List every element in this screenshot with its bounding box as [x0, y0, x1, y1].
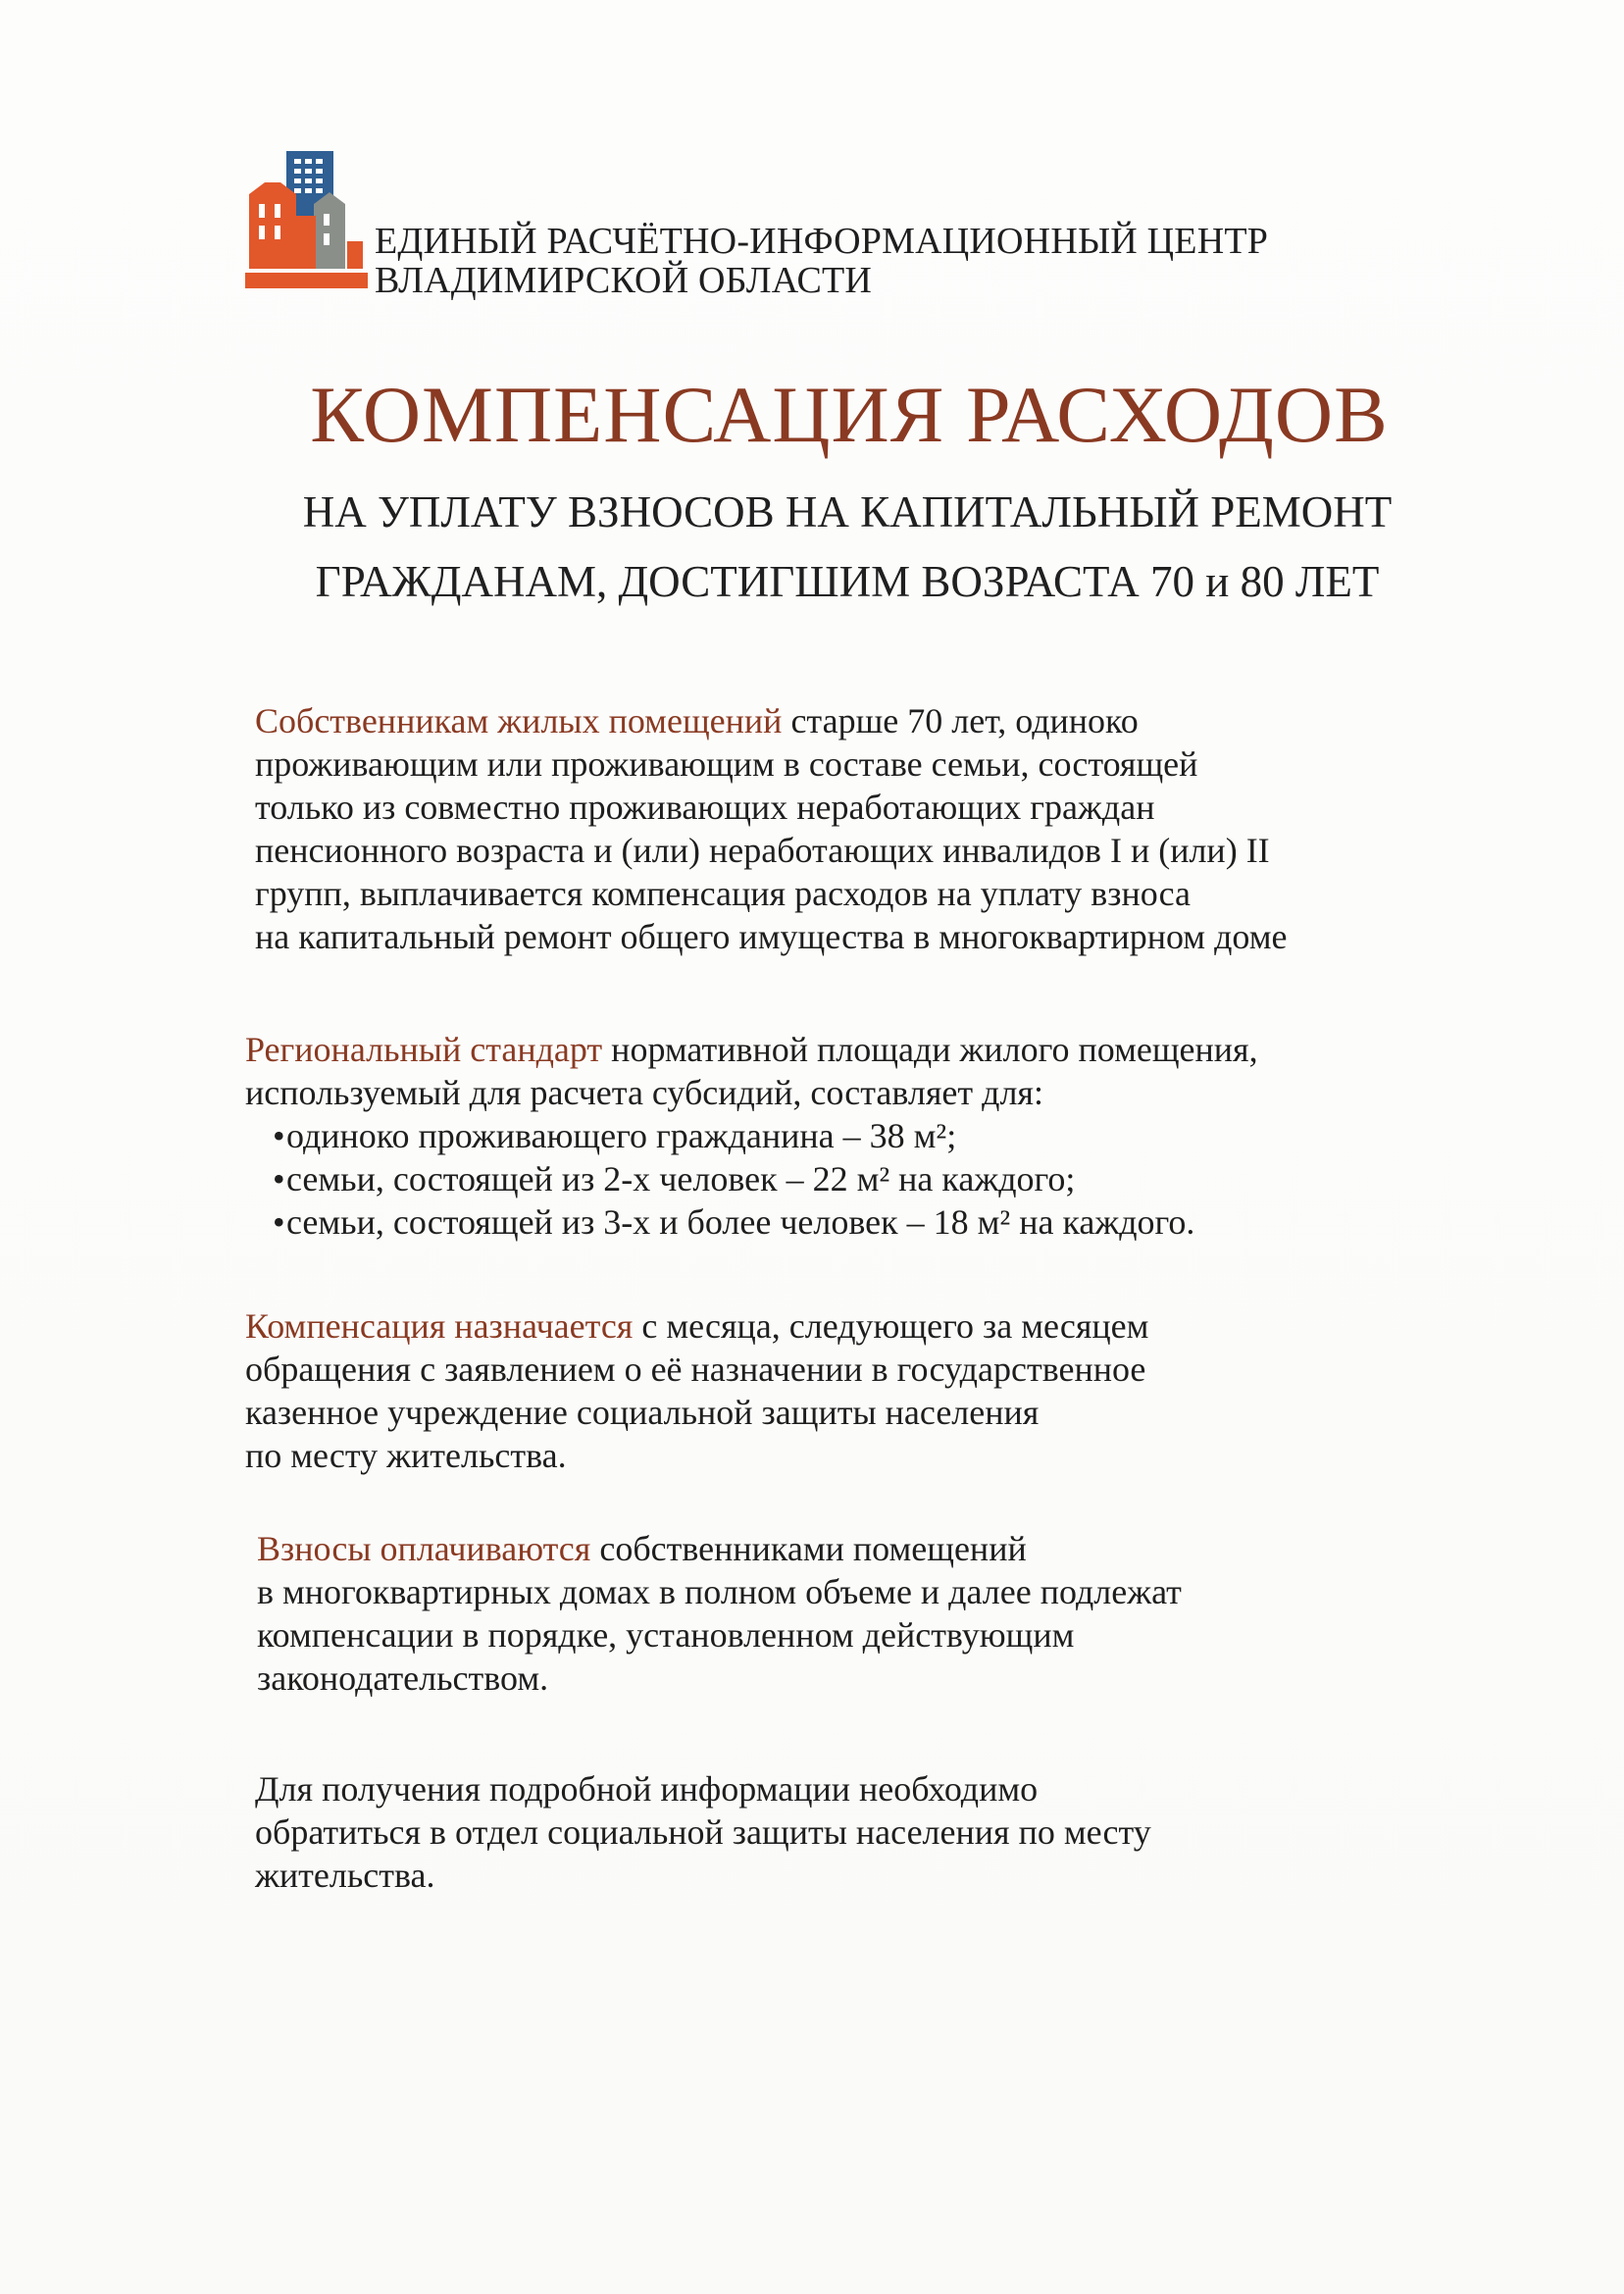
bullet-icon: • [273, 1202, 285, 1242]
line-text: старше 70 лет, одиноко [782, 701, 1139, 740]
line-text: собственниками помещений [590, 1529, 1027, 1568]
paragraph-contact-info [255, 1767, 1151, 1897]
paragraph-line: обратиться в отдел социальной защиты населения по месту [255, 1812, 1151, 1852]
bullet-icon: • [273, 1159, 285, 1198]
paragraph-line [257, 1527, 1182, 1570]
org-name-line1: ЕДИНЫЙ РАСЧЁТНО-ИНФОРМАЦИОННЫЙ ЦЕНТР [375, 221, 1269, 262]
line-text: с месяца, следующего за месяцем [633, 1306, 1149, 1346]
page-title: КОМПЕНСАЦИЯ РАСХОДОВ [310, 370, 1389, 459]
paragraph-line: законодательством. [257, 1658, 549, 1698]
paragraph-line: жительства. [255, 1856, 435, 1895]
buildings-logo-icon [245, 147, 368, 294]
paragraph-line: используемый для расчета субсидий, составляет для: [245, 1073, 1043, 1112]
paragraph-line: проживающим или проживающим в составе семьи, состоящей [255, 744, 1198, 784]
paragraph-line [255, 699, 1287, 742]
list-item [273, 1114, 1258, 1157]
list-item-text: семьи, состоящей из 2-х человек – 22 м² на каждого; [286, 1159, 1076, 1198]
accent-text: Взносы оплачиваются [257, 1529, 591, 1568]
paragraph-line [245, 1028, 1258, 1071]
paragraph-line: казенное учреждение социальной защиты населения [245, 1393, 1040, 1432]
standards-list [245, 1114, 1258, 1244]
paragraph-line: на капитальный ремонт общего имущества в многоквартирном доме [255, 917, 1288, 956]
paragraph-line: только из совместно проживающих неработающих граждан [255, 788, 1155, 827]
accent-text: Собственникам жилых помещений [255, 701, 783, 740]
header [245, 147, 1324, 304]
list-item-text: одиноко проживающего гражданина – 38 м²; [286, 1116, 957, 1155]
paragraph-line: в многоквартирных домах в полном объеме и далее подлежат [257, 1572, 1182, 1611]
list-item [273, 1157, 1258, 1200]
list-item [273, 1200, 1258, 1244]
paragraph-assignment [245, 1304, 1148, 1477]
org-name-line2: ВЛАДИМИРСКОЙ ОБЛАСТИ [375, 260, 873, 301]
subtitle-line2: ГРАЖДАНАМ, ДОСТИГШИМ ВОЗРАСТА 70 и 80 ЛЕТ [315, 557, 1380, 606]
accent-text: Региональный стандарт [245, 1030, 603, 1069]
paragraph-line: Для получения подробной информации необходимо [255, 1769, 1039, 1809]
paragraph-line: компенсации в порядке, установленном действующим [257, 1615, 1075, 1655]
paragraph-payments [257, 1527, 1182, 1700]
line-text: нормативной площади жилого помещения, [602, 1030, 1258, 1069]
paragraph-line: пенсионного возраста и (или) неработающих инвалидов I и (или) II [255, 831, 1270, 870]
list-item-text: семьи, состоящей из 3-х и более человек – 18 м² на каждого. [286, 1202, 1195, 1242]
paragraph-line: обращения с заявлением о её назначении в государственное [245, 1350, 1146, 1389]
paragraph-regional-standard [245, 1028, 1258, 1244]
paragraph-owners [255, 699, 1287, 958]
subtitle-line1: НА УПЛАТУ ВЗНОСОВ НА КАПИТАЛЬНЫЙ РЕМОНТ [302, 487, 1393, 536]
organization-name [375, 222, 1268, 300]
paragraph-line: групп, выплачивается компенсация расходов на уплату взноса [255, 874, 1192, 913]
accent-text: Компенсация назначается [245, 1306, 634, 1346]
bullet-icon: • [273, 1116, 285, 1155]
paragraph-line: по месту жительства. [245, 1436, 567, 1475]
paragraph-line [245, 1304, 1148, 1348]
